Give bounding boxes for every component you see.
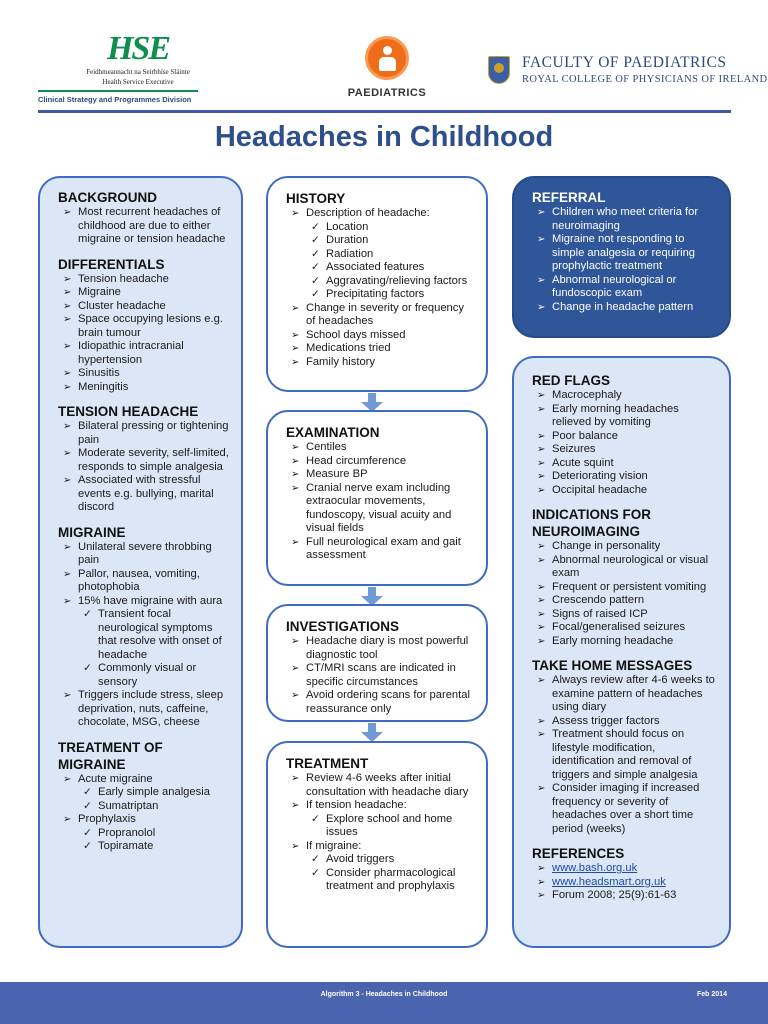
sub-item: ✓ Avoid triggers [306,853,476,867]
history-list [286,207,476,369]
list-item: ➢ Signs of raised ICP [532,608,719,622]
list-item: ➢ Migraine not responding to simple analgesia or requiring prophylactic treatment [532,233,719,274]
hse-logo [68,32,208,86]
list-item: ➢ Pallor, nausea, vomiting, photophobia [58,568,231,595]
reference-link-headsmart[interactable]: www.headsmart.org.uk [552,875,666,888]
sub-item: ✓ Associated features [306,261,476,275]
sub-item: ✓ Transient focal neurological symptoms that resolve with onset of headache [78,608,231,662]
sub-item: ✓ Duration [306,234,476,248]
treatment-box [266,741,488,948]
header-rule [38,110,731,113]
list-item [58,813,231,854]
hse-division-label: Clinical Strategy and Programmes Division [38,95,192,104]
migraine-title: MIGRAINE [58,524,126,540]
differentials-title: DIFFERENTIALS [58,256,165,272]
list-item: ➢ Avoid ordering scans for parental reassurance only [286,689,476,716]
reference-link-bash[interactable]: www.bash.org.uk [552,862,638,874]
list-item: ➢ Most recurrent headaches of childhood are due to either migraine or tension headache [58,206,231,247]
list-item: ➢ Focal/generalised seizures [532,621,719,635]
left-panel [38,176,243,948]
investigations-title: INVESTIGATIONS [286,619,400,634]
neuroimaging-title: INDICATIONS FOR NEUROIMAGING [532,507,651,539]
list-item: ➢ Idiopathic intracranial hypertension [58,340,231,367]
sub-item: ✓ Sumatriptan [78,800,231,814]
list-item: ➢ Macrocephaly [532,389,719,403]
list-item: ➢ Abnormal neurological or fundoscopic exam [532,274,719,301]
description-label: Description of headache: [306,207,430,219]
list-item: ➢ Seizures [532,443,719,457]
tension-headache-list [58,420,231,515]
sub-item: ✓ Location [306,221,476,235]
faculty-logo [488,54,768,88]
red-flags-list [532,389,719,497]
treatment-list [286,772,476,894]
examination-box [266,410,488,586]
hse-divider [38,90,198,92]
tension-sublist [306,813,476,840]
sub-item: ✓ Aggravating/relieving factors [306,275,476,289]
differentials-list [58,273,231,395]
paediatrics-label: PAEDIATRICS [347,87,427,99]
if-tension-label: If tension headache: [306,799,407,811]
references-title: REFERENCES [532,846,625,861]
list-item: ➢ Poor balance [532,430,719,444]
hse-irish-name: Feidhmeannacht na Seirbhíse Sláinte [86,68,190,76]
referral-box [512,176,731,338]
background-title: BACKGROUND [58,190,157,205]
list-item: ➢ Consider imaging if increased frequency or severity of headaches over a short time period (weeks) [532,782,719,836]
list-item: ➢ Cranial nerve exam including extraocular movements, fundoscopy, visual acuity and visual fields [286,482,476,536]
list-item: ➢ Change in personality [532,540,719,554]
sub-item: ✓ Consider pharmacological treatment and prophylaxis [306,867,476,894]
list-item: ➢ Unilateral severe throbbing pain [58,541,231,568]
faculty-title: FACULTY OF PAEDIATRICS [522,54,727,71]
red-flags-title: RED FLAGS [532,373,611,388]
child-icon [365,36,409,80]
sub-item: ✓ Explore school and home issues [306,813,476,840]
footer-title: Algorithm 3 - Headaches in Childhood [320,991,448,998]
investigations-list [286,635,476,716]
list-item: ➢ Family history [286,356,476,370]
list-item: ➢ School days missed [286,329,476,343]
list-item: ➢ Treatment should focus on lifestyle modification, identification and removal of triggers and simple analgesia [532,728,719,782]
sub-item: ✓ Propranolol [78,827,231,841]
referral-title: REFERRAL [532,190,606,205]
list-item: ➢ Measure BP [286,468,476,482]
list-item: ➢ Medications tried [286,342,476,356]
acute-label: Acute migraine [78,772,153,785]
list-item: ➢ Early morning headaches relieved by vomiting [532,403,719,430]
prophylaxis-sublist [78,827,231,854]
list-item [58,595,231,690]
right-panel [512,356,731,948]
examination-list [286,441,476,563]
arrow-down-icon [361,723,383,743]
list-item: ➢ Space occupying lesions e.g. brain tumour [58,313,231,340]
sub-item: ✓ Radiation [306,248,476,262]
list-item: ➢ Always review after 4-6 weeks to examine pattern of headaches using diary [532,674,719,715]
list-item [58,773,231,814]
if-migraine-label: If migraine: [306,839,362,852]
faculty-subtitle: ROYAL COLLEGE OF PHYSICIANS OF IRELAND [522,74,768,85]
acute-sublist [78,786,231,813]
list-item: ➢ Triggers include stress, sleep deprivation, nuts, caffeine, chocolate, MSG, cheese [58,689,231,730]
list-item: ➢ Forum 2008; 25(9):61-63 [532,889,719,903]
aura-sublist [78,608,231,689]
list-item [532,876,719,890]
list-item [286,840,476,894]
background-list [58,206,231,247]
list-item: ➢ Frequent or persistent vomiting [532,581,719,595]
list-item: ➢ Abnormal neurological or visual exam [532,554,719,581]
description-sublist [306,221,476,302]
paediatrics-logo [342,36,432,99]
take-home-list [532,674,719,836]
references-list [532,862,719,903]
aura-label: 15% have migraine with aura [78,594,223,607]
sub-item: ✓ Precipitating factors [306,288,476,302]
list-item: ➢ Early morning headache [532,635,719,649]
sub-item: ✓ Topiramate [78,840,231,854]
list-item: ➢ Deteriorating vision [532,470,719,484]
list-item: ➢ Tension headache [58,273,231,287]
list-item: ➢ Headache diary is most powerful diagnostic tool [286,635,476,662]
referral-list [532,206,719,314]
list-item: ➢ Meningitis [58,381,231,395]
examination-title: EXAMINATION [286,425,380,440]
list-item: ➢ Full neurological exam and gait assessment [286,536,476,563]
list-item [532,862,719,876]
tension-headache-title: TENSION HEADACHE [58,404,199,419]
footer-date: Feb 2014 [697,991,727,998]
list-item: ➢ Change in headache pattern [532,301,719,315]
take-home-title: TAKE HOME MESSAGES [532,658,693,673]
investigations-box [266,604,488,722]
list-item: ➢ Change in severity or frequency of headaches [286,302,476,329]
list-item: ➢ Assess trigger factors [532,715,719,729]
list-item: ➢ Bilateral pressing or tightening pain [58,420,231,447]
crest-icon [488,56,510,84]
list-item [286,799,476,840]
migraine-list [58,541,231,730]
list-item: ➢ CT/MRI scans are indicated in specific circumstances [286,662,476,689]
hse-english-name: Health Service Executive [102,78,174,86]
migraine-sublist [306,853,476,894]
footer [0,982,768,1024]
list-item: ➢ Children who meet criteria for neuroimaging [532,206,719,233]
treatment-title: TREATMENT [286,756,369,771]
list-item: ➢ Migraine [58,286,231,300]
sub-item: ✓ Commonly visual or sensory [78,662,231,689]
page-title: Headaches in Childhood [214,121,554,153]
history-title: HISTORY [286,191,346,206]
list-item: ➢ Occipital headache [532,484,719,498]
prophylaxis-label: Prophylaxis [78,813,136,825]
treatment-of-migraine-list [58,773,231,854]
list-item: ➢ Cluster headache [58,300,231,314]
hse-mark: HSE [106,30,170,67]
list-item: ➢ Head circumference [286,455,476,469]
neuroimaging-list [532,540,719,648]
list-item: ➢ Centiles [286,441,476,455]
list-item: ➢ Acute squint [532,457,719,471]
history-box [266,176,488,392]
list-item: ➢ Associated with stressful events e.g. bullying, marital discord [58,474,231,515]
sub-item: ✓ Early simple analgesia [78,786,231,800]
list-item: ➢ Crescendo pattern [532,594,719,608]
list-item: ➢ Sinusitis [58,367,231,381]
list-item: ➢ Moderate severity, self-limited, responds to simple analgesia [58,447,231,474]
list-item: ➢ Review 4-6 weeks after initial consultation with headache diary [286,772,476,799]
list-item [286,207,476,302]
treatment-of-migraine-title: TREATMENT OF MIGRAINE [58,739,163,772]
